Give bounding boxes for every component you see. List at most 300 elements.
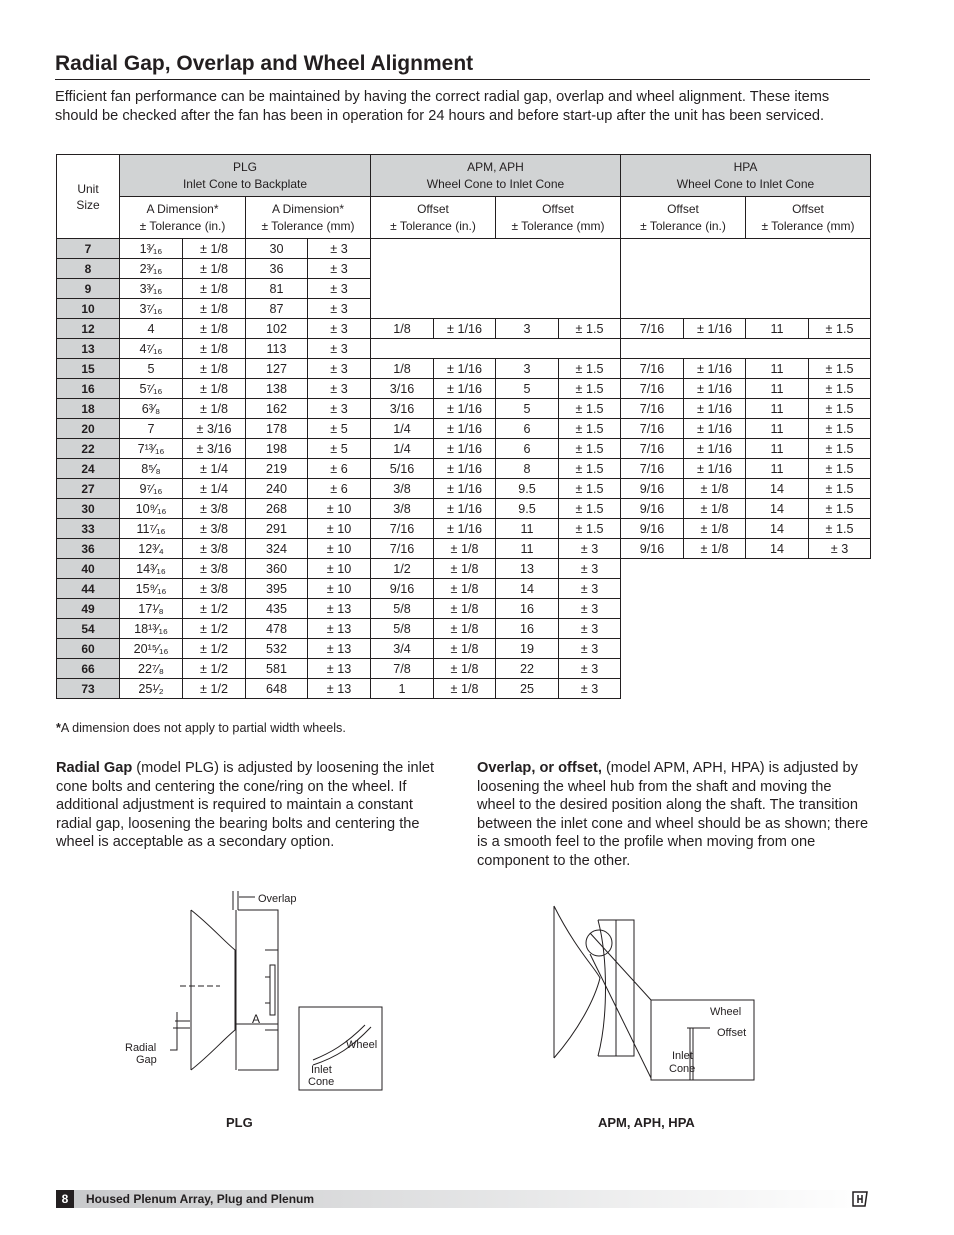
apm-cell: ± 3 xyxy=(559,619,621,639)
apm-cell: 16 xyxy=(496,619,559,639)
apm-blank-cell xyxy=(371,239,621,319)
apm-cell: ± 1/8 xyxy=(434,559,496,579)
apm-cell: 19 xyxy=(496,639,559,659)
apm-cell: 13 xyxy=(496,559,559,579)
hpa-cell: ± 1.5 xyxy=(809,359,871,379)
hpa-blank-cell xyxy=(621,339,871,359)
apm-cell: 11 xyxy=(496,519,559,539)
plg-cell: 18¹³⁄₁₆ xyxy=(120,619,183,639)
plg-cell: ± 1/8 xyxy=(183,379,246,399)
plg-cell: 12³⁄₄ xyxy=(120,539,183,559)
hpa-cell: ± 1/16 xyxy=(684,319,746,339)
plg-cell: ± 1/8 xyxy=(183,259,246,279)
unit-size-cell: 30 xyxy=(57,499,120,519)
apm-cell: ± 1/16 xyxy=(434,419,496,439)
plg-cell: 138 xyxy=(246,379,308,399)
group-model: PLG xyxy=(232,159,257,174)
unit-size-cell: 12 xyxy=(57,319,120,339)
plg-cell: ± 1/8 xyxy=(183,299,246,319)
radial-gap-label-1: Radial xyxy=(125,1042,157,1054)
plg-cell: 102 xyxy=(246,319,308,339)
table-row xyxy=(57,519,871,539)
hpa-cell: 11 xyxy=(746,459,809,479)
overlap-text: (model APM, APH, HPA) is adjusted by loosening the wheel hub from the shaft and moving the wheel to the desired position along the shaft. The transition between the inlet cone and wheel should be as shown; there is a smooth feel to the profile when moving from one component to the other. xyxy=(477,760,869,869)
plg-cell: ± 1/2 xyxy=(183,619,246,639)
plg-cell: 87 xyxy=(246,299,308,319)
plg-cell: 268 xyxy=(246,499,308,519)
sub-header xyxy=(246,197,371,239)
apm-cell: ± 3 xyxy=(559,579,621,599)
apm-blank-cell xyxy=(371,339,621,359)
plg-cell: ± 3/8 xyxy=(183,519,246,539)
apm-cell: 1/4 xyxy=(371,439,434,459)
apm-cell: ± 1/16 xyxy=(434,359,496,379)
sub-header xyxy=(120,197,246,239)
greenheck-logo-icon xyxy=(852,1191,868,1207)
sub-header-line: ± Tolerance (in.) xyxy=(390,218,476,233)
sub-header-line: A Dimension* xyxy=(146,201,219,216)
sub-header xyxy=(496,197,621,239)
sub-header-line: ± Tolerance (mm) xyxy=(511,218,605,233)
hpa-cell: 11 xyxy=(746,359,809,379)
plg-cell: ± 3 xyxy=(308,279,371,299)
plg-cell: 81 xyxy=(246,279,308,299)
hpa-cell: 11 xyxy=(746,379,809,399)
unit-size-cell: 49 xyxy=(57,599,120,619)
plg-cell: ± 1/4 xyxy=(183,459,246,479)
plg-cell: 4 xyxy=(120,319,183,339)
plg-cell: ± 1/8 xyxy=(183,319,246,339)
sub-header-line: Offset xyxy=(792,201,824,216)
hpa-cell: 11 xyxy=(746,399,809,419)
apm-cell: ± 1/16 xyxy=(434,379,496,399)
apm-cell: ± 1.5 xyxy=(559,419,621,439)
plg-cell: ± 1/4 xyxy=(183,479,246,499)
radial-gap-label-2: Gap xyxy=(136,1054,157,1066)
apm-cell: ± 3 xyxy=(559,539,621,559)
plg-cell: 219 xyxy=(246,459,308,479)
plg-cell: ± 3/8 xyxy=(183,539,246,559)
apm-cell: 25 xyxy=(496,679,559,699)
apm-cell: 3/16 xyxy=(371,399,434,419)
apm-cell: ± 1.5 xyxy=(559,399,621,419)
unit-size-cell: 9 xyxy=(57,279,120,299)
hpa-cell: 11 xyxy=(746,439,809,459)
plg-diagram xyxy=(115,885,395,1100)
plg-cell: ± 1/8 xyxy=(183,279,246,299)
unit-size-cell: 33 xyxy=(57,519,120,539)
plg-cell: 7 xyxy=(120,419,183,439)
plg-cell: ± 1/2 xyxy=(183,599,246,619)
overlap-label: Overlap xyxy=(258,893,297,905)
plg-cell: ± 10 xyxy=(308,519,371,539)
apm-cell: 3 xyxy=(496,359,559,379)
table-row xyxy=(57,539,871,559)
apm-cell: 3/4 xyxy=(371,639,434,659)
overlap-lead: Overlap, or offset, xyxy=(477,760,602,776)
sub-header-row xyxy=(57,197,871,239)
sub-header-line: A Dimension* xyxy=(271,201,345,216)
group-header-apm xyxy=(371,155,621,197)
hpa-cell: ± 1/16 xyxy=(684,399,746,419)
apm-cell: ± 1/8 xyxy=(434,659,496,679)
plg-cell: 22⁷⁄₈ xyxy=(120,659,183,679)
sub-header-line: Offset xyxy=(417,201,449,216)
hpa-cell: ± 3 xyxy=(809,539,871,559)
sub-header xyxy=(746,197,871,239)
hpa-cell: 7/16 xyxy=(621,439,684,459)
plg-cell: ± 3/8 xyxy=(183,579,246,599)
apm-cell: 1/8 xyxy=(371,359,434,379)
apm-cell: ± 1/8 xyxy=(434,579,496,599)
apm-cell: 14 xyxy=(496,579,559,599)
unit-size-cell: 54 xyxy=(57,619,120,639)
unit-size-cell: 73 xyxy=(57,679,120,699)
apm-cell: ± 1/8 xyxy=(434,599,496,619)
plg-cell: ± 3 xyxy=(308,259,371,279)
hpa-cell: ± 1/16 xyxy=(684,439,746,459)
plg-cell: 30 xyxy=(246,239,308,259)
plg-cell: ± 3/16 xyxy=(183,419,246,439)
group-desc: Wheel Cone to Inlet Cone xyxy=(676,176,815,191)
inlet-cone-label-2: Cone xyxy=(669,1063,696,1075)
plg-cell: ± 13 xyxy=(308,639,371,659)
apm-cell: ± 1.5 xyxy=(559,359,621,379)
plg-cell: 291 xyxy=(246,519,308,539)
hpa-cell: 7/16 xyxy=(621,399,684,419)
plg-cell: 20¹⁵⁄₁₆ xyxy=(120,639,183,659)
apm-cell: 1/2 xyxy=(371,559,434,579)
sub-header xyxy=(621,197,746,239)
inlet-cone-label-1: Inlet xyxy=(311,1064,332,1076)
plg-cell: 360 xyxy=(246,559,308,579)
hpa-cell: ± 1/8 xyxy=(684,479,746,499)
hpa-cell: 9/16 xyxy=(621,479,684,499)
apm-cell: 6 xyxy=(496,439,559,459)
apm-cell: 3/8 xyxy=(371,499,434,519)
plg-cell: 198 xyxy=(246,439,308,459)
plg-cell: 5⁷⁄₁₆ xyxy=(120,379,183,399)
hpa-cell: ± 1/8 xyxy=(684,519,746,539)
plg-cell: 3⁷⁄₁₆ xyxy=(120,299,183,319)
apm-cell: ± 1/16 xyxy=(434,479,496,499)
apm-cell: ± 1/16 xyxy=(434,399,496,419)
plg-cell: ± 13 xyxy=(308,659,371,679)
plg-cell: ± 1/2 xyxy=(183,659,246,679)
unit-size-cell: 7 xyxy=(57,239,120,259)
plg-cell: ± 6 xyxy=(308,479,371,499)
inlet-cone-label-2: Cone xyxy=(308,1076,335,1088)
inlet-cone-label-1: Inlet xyxy=(672,1050,693,1062)
hpa-cell: ± 1.5 xyxy=(809,499,871,519)
unit-size-cell: 15 xyxy=(57,359,120,379)
hpa-cell: ± 1/8 xyxy=(684,499,746,519)
radial-gap-lead: Radial Gap xyxy=(56,760,133,776)
apm-cell: 9.5 xyxy=(496,479,559,499)
apm-cell: 7/8 xyxy=(371,659,434,679)
apm-cell: 5/8 xyxy=(371,619,434,639)
sub-header-line: Offset xyxy=(667,201,699,216)
hpa-cell: 7/16 xyxy=(621,379,684,399)
hpa-cell: ± 1/16 xyxy=(684,359,746,379)
apm-cell: 16 xyxy=(496,599,559,619)
plg-cell: ± 10 xyxy=(308,539,371,559)
plg-cell: 395 xyxy=(246,579,308,599)
apm-cell: ± 1/8 xyxy=(434,539,496,559)
plg-cell: ± 3 xyxy=(308,399,371,419)
unit-size-cell: 18 xyxy=(57,399,120,419)
sub-header-line: ± Tolerance (in.) xyxy=(640,218,726,233)
hpa-cell: ± 1/16 xyxy=(684,379,746,399)
overlap-paragraph xyxy=(477,759,870,871)
unit-size-cell: 60 xyxy=(57,639,120,659)
table-footnote xyxy=(56,721,346,735)
plg-cell: 648 xyxy=(246,679,308,699)
hpa-cell: 7/16 xyxy=(621,459,684,479)
plg-cell: 25¹⁄₂ xyxy=(120,679,183,699)
offset-label: Offset xyxy=(717,1027,747,1039)
hpa-cell: 9/16 xyxy=(621,519,684,539)
plg-cell: 2³⁄₁₆ xyxy=(120,259,183,279)
plg-cell: ± 10 xyxy=(308,499,371,519)
apm-cell: ± 1/16 xyxy=(434,499,496,519)
plg-cell: 7¹³⁄₁₆ xyxy=(120,439,183,459)
group-header-hpa xyxy=(621,155,871,197)
apm-cell: ± 1.5 xyxy=(559,519,621,539)
wheel-label: Wheel xyxy=(710,1006,742,1018)
apm-cell: 6 xyxy=(496,419,559,439)
apm-cell: 5/8 xyxy=(371,599,434,619)
apm-cell: 1/4 xyxy=(371,419,434,439)
hpa-cell: 14 xyxy=(746,479,809,499)
apm-cell: 9.5 xyxy=(496,499,559,519)
plg-cell: 36 xyxy=(246,259,308,279)
plg-cell: 6³⁄₈ xyxy=(120,399,183,419)
plg-cell: ± 6 xyxy=(308,459,371,479)
unit-size-cell: 27 xyxy=(57,479,120,499)
apm-cell: 7/16 xyxy=(371,539,434,559)
plg-cell: 11⁷⁄₁₆ xyxy=(120,519,183,539)
radial-gap-paragraph xyxy=(56,759,436,852)
hpa-blank-cell xyxy=(621,559,871,699)
apm-cell: ± 1/8 xyxy=(434,679,496,699)
apm-cell: 5 xyxy=(496,399,559,419)
intro-paragraph: Efficient fan performance can be maintained by having the correct radial gap, overlap and wheel alignment. These items should be checked after the fan has been in operation for 24 hours and before start-up after the unit has been serviced. xyxy=(55,89,830,124)
plg-cell: ± 10 xyxy=(308,579,371,599)
plg-cell: 532 xyxy=(246,639,308,659)
hpa-cell: 14 xyxy=(746,519,809,539)
apm-cell: ± 1/16 xyxy=(434,459,496,479)
unit-size-cell: 16 xyxy=(57,379,120,399)
plg-cell: ± 1/2 xyxy=(183,639,246,659)
page-number: 8 xyxy=(56,1190,74,1208)
apm-cell: ± 1/16 xyxy=(434,519,496,539)
hpa-cell: ± 1.5 xyxy=(809,439,871,459)
unit-size-cell: 22 xyxy=(57,439,120,459)
plg-cell: 162 xyxy=(246,399,308,419)
hpa-cell: ± 1.5 xyxy=(809,459,871,479)
apm-cell: ± 3 xyxy=(559,599,621,619)
plg-cell: ± 3/8 xyxy=(183,499,246,519)
plg-cell: 9⁷⁄₁₆ xyxy=(120,479,183,499)
sub-header xyxy=(371,197,496,239)
title-rule xyxy=(55,79,870,80)
apm-cell: 3/16 xyxy=(371,379,434,399)
plg-cell: ± 3/16 xyxy=(183,439,246,459)
apm-cell: ± 1/16 xyxy=(434,319,496,339)
plg-cell: 178 xyxy=(246,419,308,439)
plg-cell: 1³⁄₁₆ xyxy=(120,239,183,259)
group-model: HPA xyxy=(733,159,758,174)
table-row xyxy=(57,239,871,259)
apm-cell: 3/8 xyxy=(371,479,434,499)
plg-cell: 14³⁄₁₆ xyxy=(120,559,183,579)
plg-cell: 8⁵⁄₈ xyxy=(120,459,183,479)
hpa-cell: ± 1/16 xyxy=(684,419,746,439)
hpa-cell: 7/16 xyxy=(621,419,684,439)
unit-size-cell: 44 xyxy=(57,579,120,599)
hpa-cell: ± 1.5 xyxy=(809,319,871,339)
hpa-cell: 9/16 xyxy=(621,539,684,559)
plg-cell: ± 10 xyxy=(308,559,371,579)
apm-diagram xyxy=(540,898,760,1088)
plg-cell: 4⁷⁄₁₆ xyxy=(120,339,183,359)
group-header-row xyxy=(57,155,871,197)
sub-header-line: ± Tolerance (in.) xyxy=(139,218,226,233)
plg-cell: 478 xyxy=(246,619,308,639)
hpa-cell: 9/16 xyxy=(621,499,684,519)
plg-cell: 17¹⁄₈ xyxy=(120,599,183,619)
apm-cell: ± 1.5 xyxy=(559,459,621,479)
plg-cell: ± 3 xyxy=(308,379,371,399)
apm-cell: 11 xyxy=(496,539,559,559)
apm-cell: ± 3 xyxy=(559,639,621,659)
unit-size-cell: 66 xyxy=(57,659,120,679)
plg-cell: ± 5 xyxy=(308,419,371,439)
plg-cell: 3³⁄₁₆ xyxy=(120,279,183,299)
sub-header-line: Offset xyxy=(542,201,574,216)
plg-cell: ± 13 xyxy=(308,599,371,619)
unit-size-cell: 13 xyxy=(57,339,120,359)
spec-table xyxy=(56,154,871,699)
unit-size-cell: 40 xyxy=(57,559,120,579)
table-row xyxy=(57,439,871,459)
unit-size-cell: 20 xyxy=(57,419,120,439)
wheel-label: Wheel xyxy=(346,1039,378,1051)
plg-cell: 435 xyxy=(246,599,308,619)
plg-cell: 581 xyxy=(246,659,308,679)
page-title: Radial Gap, Overlap and Wheel Alignment xyxy=(55,52,474,75)
table-row xyxy=(57,559,871,579)
table-row xyxy=(57,359,871,379)
table-row xyxy=(57,459,871,479)
plg-cell: 324 xyxy=(246,539,308,559)
apm-cell: ± 1/8 xyxy=(434,639,496,659)
unit-size-cell: 36 xyxy=(57,539,120,559)
table-row xyxy=(57,339,871,359)
footer-title: Housed Plenum Array, Plug and Plenum xyxy=(86,1192,315,1206)
a-dimension-label: A xyxy=(252,1012,261,1026)
apm-cell: ± 1/16 xyxy=(434,439,496,459)
plg-cell: 5 xyxy=(120,359,183,379)
group-header-plg xyxy=(120,155,371,197)
hpa-cell: ± 1.5 xyxy=(809,479,871,499)
plg-cell: 113 xyxy=(246,339,308,359)
plg-cell: ± 13 xyxy=(308,619,371,639)
hpa-cell: ± 1.5 xyxy=(809,419,871,439)
apm-caption: APM, APH, HPA xyxy=(598,1115,695,1130)
footnote-star: * xyxy=(56,721,61,735)
hpa-cell: 7/16 xyxy=(621,359,684,379)
hpa-cell: 11 xyxy=(746,319,809,339)
apm-cell: ± 1.5 xyxy=(559,439,621,459)
apm-cell: 8 xyxy=(496,459,559,479)
table-row xyxy=(57,479,871,499)
sub-header-line: ± Tolerance (mm) xyxy=(761,218,855,233)
footnote-text: A dimension does not apply to partial width wheels. xyxy=(60,721,346,735)
hpa-cell: ± 1.5 xyxy=(809,399,871,419)
apm-cell: ± 3 xyxy=(559,659,621,679)
apm-cell: 1/8 xyxy=(371,319,434,339)
unit-size-cell: 10 xyxy=(57,299,120,319)
plg-cell: ± 3 xyxy=(308,239,371,259)
unit-size-cell: 8 xyxy=(57,259,120,279)
table-row xyxy=(57,399,871,419)
hpa-cell: 14 xyxy=(746,539,809,559)
hpa-cell: ± 1.5 xyxy=(809,379,871,399)
plg-cell: ± 3 xyxy=(308,319,371,339)
plg-cell: ± 1/2 xyxy=(183,679,246,699)
plg-cell: ± 3 xyxy=(308,339,371,359)
hpa-cell: ± 1/16 xyxy=(684,459,746,479)
apm-cell: 22 xyxy=(496,659,559,679)
group-model: APM, APH xyxy=(467,159,524,174)
apm-cell: ± 1.5 xyxy=(559,499,621,519)
plg-caption: PLG xyxy=(226,1115,253,1130)
plg-cell: ± 13 xyxy=(308,679,371,699)
table-row xyxy=(57,379,871,399)
unit-size-cell: 24 xyxy=(57,459,120,479)
table-row xyxy=(57,419,871,439)
apm-cell: ± 3 xyxy=(559,559,621,579)
apm-cell: 5 xyxy=(496,379,559,399)
plg-cell: ± 1/8 xyxy=(183,399,246,419)
apm-cell: 3 xyxy=(496,319,559,339)
apm-cell: ± 1.5 xyxy=(559,319,621,339)
hpa-cell: ± 1/8 xyxy=(684,539,746,559)
apm-cell: 5/16 xyxy=(371,459,434,479)
apm-cell: 7/16 xyxy=(371,519,434,539)
plg-cell: ± 1/8 xyxy=(183,339,246,359)
apm-cell: ± 3 xyxy=(559,679,621,699)
table-row xyxy=(57,499,871,519)
plg-cell: ± 3 xyxy=(308,359,371,379)
plg-cell: ± 3/8 xyxy=(183,559,246,579)
hpa-cell: 11 xyxy=(746,419,809,439)
sub-header-line: ± Tolerance (mm) xyxy=(261,218,355,233)
plg-cell: 240 xyxy=(246,479,308,499)
plg-cell: ± 1/8 xyxy=(183,359,246,379)
plg-cell: ± 3 xyxy=(308,299,371,319)
plg-cell: 15⁹⁄₁₆ xyxy=(120,579,183,599)
group-desc: Wheel Cone to Inlet Cone xyxy=(426,176,565,191)
hpa-cell: 14 xyxy=(746,499,809,519)
apm-cell: 1 xyxy=(371,679,434,699)
plg-cell: 127 xyxy=(246,359,308,379)
apm-cell: ± 1.5 xyxy=(559,379,621,399)
apm-cell: ± 1/8 xyxy=(434,619,496,639)
plg-cell: ± 1/8 xyxy=(183,239,246,259)
